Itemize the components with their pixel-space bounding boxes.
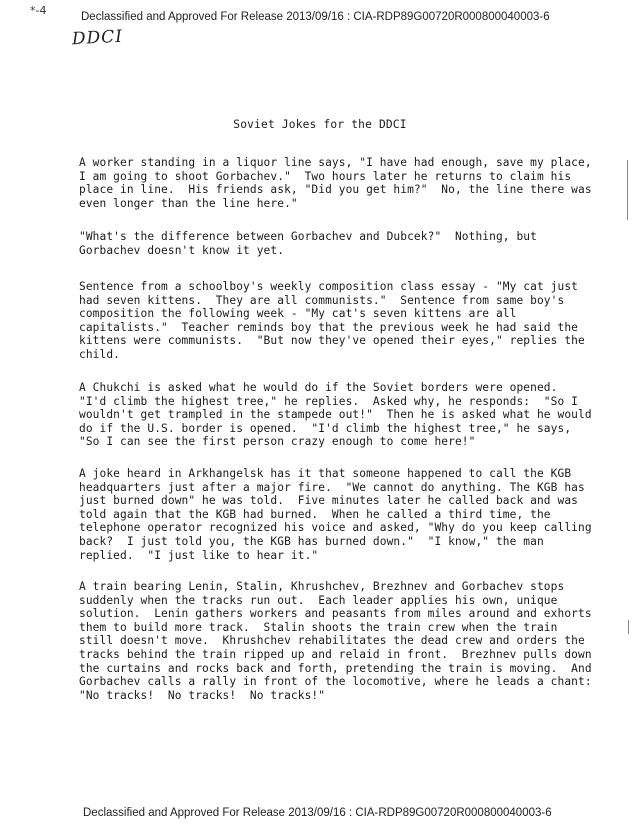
declassification-footer: Declassified and Approved For Release 2013/09/16 : CIA-RDP89G00720R000800040003-6 <box>83 807 552 819</box>
scan-corner-marks: *-4 <box>30 4 47 17</box>
joke-paragraph-chukchi: A Chukchi is asked what he would do if the Soviet borders were opened. "I'd climb the highest tree," he replies. Asked why, he responds: "So I wouldn't get trampled in the stampede out!" Then he is asked what he would do if the U.S. border is opened. "I'd climb the highest tree," he says, "So I can see the first person crazy enough to come here!" <box>79 381 592 449</box>
scan-edge-mark <box>628 620 629 634</box>
declassification-header: Declassified and Approved For Release 2013/09/16 : CIA-RDP89G00720R000800040003-6 <box>81 11 550 23</box>
joke-paragraph-liquor-line: A worker standing in a liquor line says, "I have had enough, save my place, I am going to shoot Gorbachev." Two hours later he returns to claim his place in line. His friends ask, "Did you get him?" No, the line there was even longer than the line here." <box>79 156 592 210</box>
joke-paragraph-kgb-fire: A joke heard in Arkhangelsk has it that someone happened to call the KGB headquarters just after a major fire. "We cannot do anything. The KGB has just burned down" he was told. Five minutes later he called back and was told again that the KGB had burned. When he called a third time, the telephone operator recognized his voice and asked, "Why do you keep calling back? I just told you, the KGB has burned down." "I know," the man replied. "I just like to hear it." <box>79 467 592 562</box>
scan-edge-mark <box>627 160 628 220</box>
document-title: Soviet Jokes for the DDCI <box>233 118 407 131</box>
joke-paragraph-train: A train bearing Lenin, Stalin, Khrushchev, Brezhnev and Gorbachev stops suddenly when the tracks run out. Each leader applies his own, unique solution. Lenin gathers workers and peasants from miles around and exhorts them to build more track. Stalin shoots the train crew when the train still doesn't move. Khrushchev rehabilitates the dead crew and orders the tracks behind the train ripped up and relaid in front. Brezhnev pulls down the curtains and rocks back and forth, pretending the train is moving. And Gorbachev calls a rally in front of the locomotive, where he leads a chant: "No tracks! No tracks! No tracks!" <box>79 580 592 702</box>
handwritten-ddci-note: DDCI <box>71 26 124 50</box>
joke-paragraph-kittens: Sentence from a schoolboy's weekly composition class essay - "My cat just had seven kittens. They are all communists." Sentence from same boy's composition the following week - "My cat's seven kittens are all capitalists." Teacher reminds boy that the previous week he had said the kittens were communists. "But now they've opened their eyes," replies the child. <box>79 280 585 361</box>
joke-paragraph-dubcek: "What's the difference between Gorbachev and Dubcek?" Nothing, but Gorbachev doesn't know it yet. <box>79 230 537 257</box>
